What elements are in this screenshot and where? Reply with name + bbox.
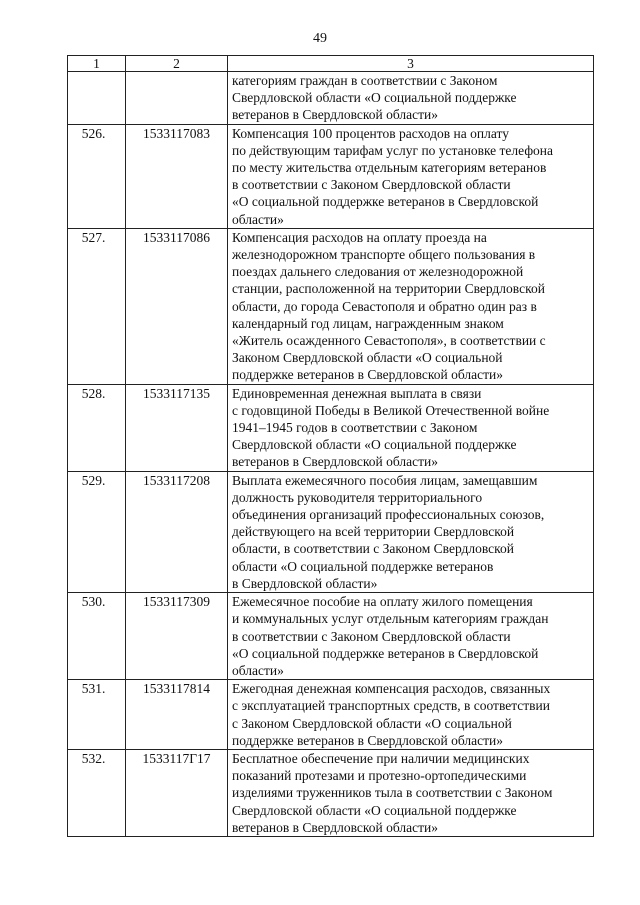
row-number: 528. — [68, 384, 126, 471]
description-cell — [228, 471, 594, 592]
description-line: области, в соответствии с Законом Свердловской — [232, 541, 515, 557]
description-line: «Житель осажденного Севастополя», в соответствии с — [232, 333, 546, 349]
table-body — [68, 72, 594, 837]
budget-code: 1533117208 — [126, 471, 228, 592]
table-row — [68, 72, 594, 125]
description-line: по действующим тарифам услуг по установке телефона — [232, 142, 554, 158]
description-line: должность руководителя территориального — [232, 489, 483, 505]
description-line: области» — [232, 662, 284, 678]
description-line: Свердловской области «О социальной поддержке — [232, 802, 517, 818]
description-line: изделиями труженников тыла в соответствии с Законом — [232, 785, 553, 801]
description-line: «О социальной поддержке ветеранов в Свердловской — [232, 194, 539, 210]
description-line: с годовщиной Победы в Великой Отечественной войне — [232, 402, 550, 418]
description-line: в соответствии с Законом Свердловской области — [232, 177, 511, 193]
row-number: 529. — [68, 471, 126, 592]
description-line: объединения организаций профессиональных союзов, — [232, 507, 545, 523]
table-row — [68, 471, 594, 592]
budget-code: 1533117086 — [126, 228, 228, 384]
row-number: 531. — [68, 680, 126, 750]
description-line: Бесплатное обеспечение при наличии медицинских — [232, 750, 530, 766]
description-line: 1941–1945 годов в соответствии с Законом — [232, 420, 478, 436]
column-header-description: 3 — [228, 56, 594, 72]
table-row — [68, 228, 594, 384]
budget-code: 1533117Г17 — [126, 749, 228, 836]
budget-code: 1533117814 — [126, 680, 228, 750]
description-line: в соответствии с Законом Свердловской области — [232, 628, 511, 644]
table-row — [68, 593, 594, 680]
description-line: станции, расположенной на территории Свердловской — [232, 281, 545, 297]
description-line: показаний протезами и протезно-ортопедическими — [232, 768, 527, 784]
description-line: Ежемесячное пособие на оплату жилого помещения — [232, 594, 533, 610]
description-line: ветеранов в Свердловской области» — [232, 107, 439, 123]
budget-code: 1533117135 — [126, 384, 228, 471]
description-cell — [228, 680, 594, 750]
column-header-code: 2 — [126, 56, 228, 72]
column-header-number: 1 — [68, 56, 126, 72]
description-line: Законом Свердловской области «О социальной — [232, 350, 503, 366]
page-number: 49 — [313, 31, 327, 46]
description-line: ветеранов в Свердловской области» — [232, 454, 439, 470]
description-line: области, до города Севастополя и обратно один раз в — [232, 298, 537, 314]
row-number: 530. — [68, 593, 126, 680]
description-line: действующего на всей территории Свердловской — [232, 524, 515, 540]
description-line: «О социальной поддержке ветеранов в Свердловской — [232, 645, 539, 661]
description-line: Выплата ежемесячного пособия лицам, замещавшим — [232, 472, 538, 488]
row-number: 526. — [68, 124, 126, 228]
description-line: поддержке ветеранов в Свердловской области» — [232, 732, 503, 748]
row-number: 527. — [68, 228, 126, 384]
budget-codes-table — [67, 55, 594, 837]
table-row — [68, 384, 594, 471]
description-line: поездах дальнего следования от железнодорожной — [232, 264, 524, 280]
table-row — [68, 749, 594, 836]
description-line: Единовременная денежная выплата в связи — [232, 385, 482, 401]
description-line: Свердловской области «О социальной поддержке — [232, 437, 517, 453]
row-number: 532. — [68, 749, 126, 836]
description-cell — [228, 124, 594, 228]
description-line: и коммунальных услуг отдельным категориям граждан — [232, 611, 549, 627]
description-cell — [228, 749, 594, 836]
description-line: Ежегодная денежная компенсация расходов, связанных — [232, 681, 551, 697]
row-number — [68, 72, 126, 125]
budget-code — [126, 72, 228, 125]
budget-code: 1533117309 — [126, 593, 228, 680]
budget-code: 1533117083 — [126, 124, 228, 228]
description-cell — [228, 72, 594, 125]
description-line: поддержке ветеранов в Свердловской области» — [232, 367, 503, 383]
description-cell — [228, 384, 594, 471]
table-header-row — [68, 56, 594, 72]
table-row — [68, 680, 594, 750]
description-line: области» — [232, 211, 284, 227]
table-row — [68, 124, 594, 228]
description-line: железнодорожном транспорте общего пользования в — [232, 247, 536, 263]
description-line: с эксплуатацией транспортных средств, в соответствии — [232, 698, 551, 714]
description-line: Компенсация 100 процентов расходов на оплату — [232, 125, 509, 141]
description-line: с Законом Свердловской области «О социальной — [232, 715, 512, 731]
description-line: области «О социальной поддержке ветеранов — [232, 558, 494, 574]
description-line: Свердловской области «О социальной поддержке — [232, 90, 517, 106]
description-line: категориям граждан в соответствии с Законом — [232, 73, 498, 88]
description-cell — [228, 593, 594, 680]
description-line: в Свердловской области» — [232, 575, 378, 591]
description-line: по месту жительства отдельным категориям ветеранов — [232, 160, 547, 176]
description-cell — [228, 228, 594, 384]
description-line: календарный год лицам, награжденным знаком — [232, 315, 504, 331]
description-line: Компенсация расходов на оплату проезда на — [232, 229, 487, 245]
description-line: ветеранов в Свердловской области» — [232, 819, 439, 835]
